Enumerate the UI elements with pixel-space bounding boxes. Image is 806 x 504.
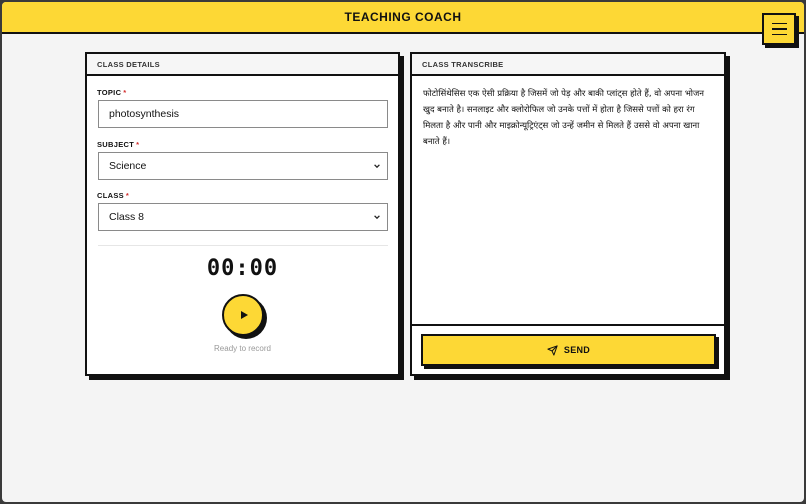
recording-status: Ready to record [214, 344, 271, 353]
class-details-card [85, 52, 400, 376]
subject-select[interactable] [98, 152, 388, 180]
send-button-label: SEND [563, 345, 591, 355]
topic-label-text: TOPIC [97, 88, 122, 97]
class-transcribe-heading: CLASS TRANSCRIBE [412, 54, 724, 76]
send-button[interactable] [421, 334, 716, 366]
class-details-heading: CLASS DETAILS [87, 54, 398, 76]
required-marker: * [125, 191, 130, 200]
record-play-button[interactable] [222, 294, 264, 336]
required-marker: * [123, 88, 127, 97]
menu-button[interactable] [762, 13, 796, 45]
required-marker: * [136, 140, 140, 149]
app-title: TEACHING COACH [344, 10, 462, 24]
hamburger-icon-bar [772, 28, 787, 30]
hamburger-icon-bar [772, 34, 787, 36]
chevron-down-icon [373, 162, 381, 170]
topic-input-value: photosynthesis [109, 108, 180, 120]
divider [98, 245, 388, 246]
chevron-down-icon [373, 213, 381, 221]
send-icon [547, 345, 558, 356]
transcript-text[interactable]: फोटोसिंथेसिस एक ऐसी प्रक्रिया है जिसमें जो पेड़ और बाकी प्लांट्स होते हैं, वो अपना भोजन खुद बनाते है। सनलाइट और क्लोरोफिल जो उनके पत्तों में होता है जिससे पत्तों को हरा रंग मिलता है और पानी और माइक्रोन्यूट्रिएंट्स जो उन्हें जमीन से मिलते हैं उससे वो अपना खाना बनाते हैं। [423, 89, 705, 147]
class-select[interactable] [98, 203, 388, 231]
class-select-value: Class 8 [109, 211, 145, 223]
topic-label [97, 88, 127, 97]
app-header [2, 2, 804, 34]
class-label-text: CLASS [97, 191, 124, 200]
transcript-divider [412, 324, 724, 326]
play-icon [239, 310, 249, 320]
recording-timer: 00:00 [206, 256, 279, 281]
subject-label [97, 140, 139, 149]
subject-label-text: SUBJECT [97, 140, 135, 149]
class-label [97, 191, 129, 200]
subject-select-value: Science [109, 160, 147, 172]
class-transcribe-card [410, 52, 726, 376]
hamburger-icon [772, 23, 787, 25]
topic-input[interactable] [98, 100, 388, 128]
